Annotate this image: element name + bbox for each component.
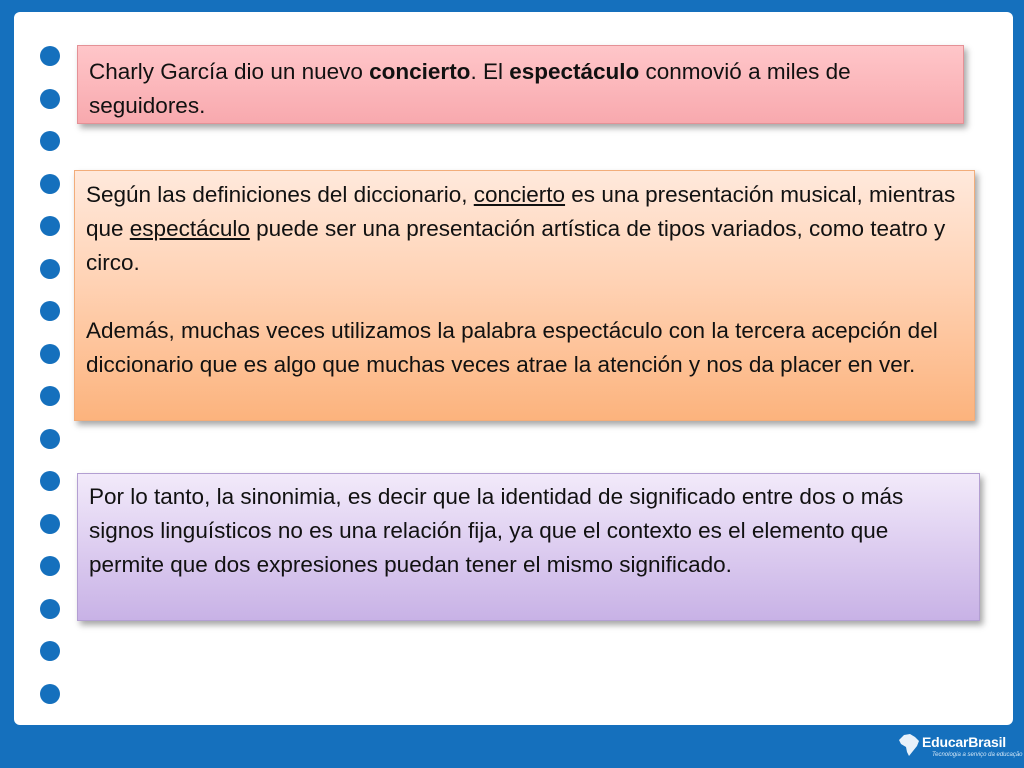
binding-dot	[40, 259, 60, 279]
binding-dot	[40, 471, 60, 491]
binding-dot	[40, 684, 60, 704]
underlined-word-espectaculo: espectáculo	[129, 216, 250, 241]
binding-dot	[40, 216, 60, 236]
binding-dot	[40, 301, 60, 321]
bold-word-concierto: concierto	[369, 59, 471, 84]
sentence-text: Charly García dio un nuevo	[89, 59, 370, 84]
binding-dot	[40, 514, 60, 534]
binding-dot	[40, 344, 60, 364]
logo-name: EducarBrasil	[922, 734, 1006, 750]
conclusion-paragraph: Por lo tanto, la sinonimia, es decir que la identidad de significado entre dos o más signos linguísticos no es una relación fija, ya que el contexto es el elemento que permite que dos expresiones puedan tener el mismo significado.	[89, 484, 904, 577]
binding-dot	[40, 429, 60, 449]
third-meaning-paragraph: Además, muchas veces utilizamos la palabra espectáculo con la tercera acepción del diccionario que es algo que muchas veces atrae la atención y nos da placer en ver.	[86, 318, 938, 377]
binding-dot	[40, 89, 60, 109]
bold-word-espectaculo: espectáculo	[509, 59, 640, 84]
definitions-box	[74, 170, 975, 421]
educarbrasil-logo	[898, 731, 1023, 761]
paragraph-text: puede ser una presentación artística de tipos variados, como teatro y circo.	[86, 216, 946, 275]
binding-dot	[40, 386, 60, 406]
binding-dot	[40, 599, 60, 619]
binding-dot	[40, 641, 60, 661]
logo-tagline: Tecnologia a serviço da educação	[932, 752, 1023, 758]
conclusion-box	[77, 473, 980, 621]
binding-dot	[40, 131, 60, 151]
example-sentence	[89, 55, 953, 123]
paragraph-text: es una presentación musical, mientras que	[86, 182, 956, 241]
sentence-text: conmovió a miles de seguidores.	[89, 59, 851, 118]
definitions-paragraph	[86, 178, 956, 280]
brazil-map-icon	[898, 733, 920, 757]
example-sentence-box	[77, 45, 964, 124]
binding-dot	[40, 46, 60, 66]
sentence-text: . El	[470, 59, 510, 84]
binding-dot	[40, 174, 60, 194]
paragraph-text: Según las definiciones del diccionario,	[86, 182, 474, 207]
binding-dot	[40, 556, 60, 576]
underlined-word-concierto: concierto	[473, 182, 566, 207]
